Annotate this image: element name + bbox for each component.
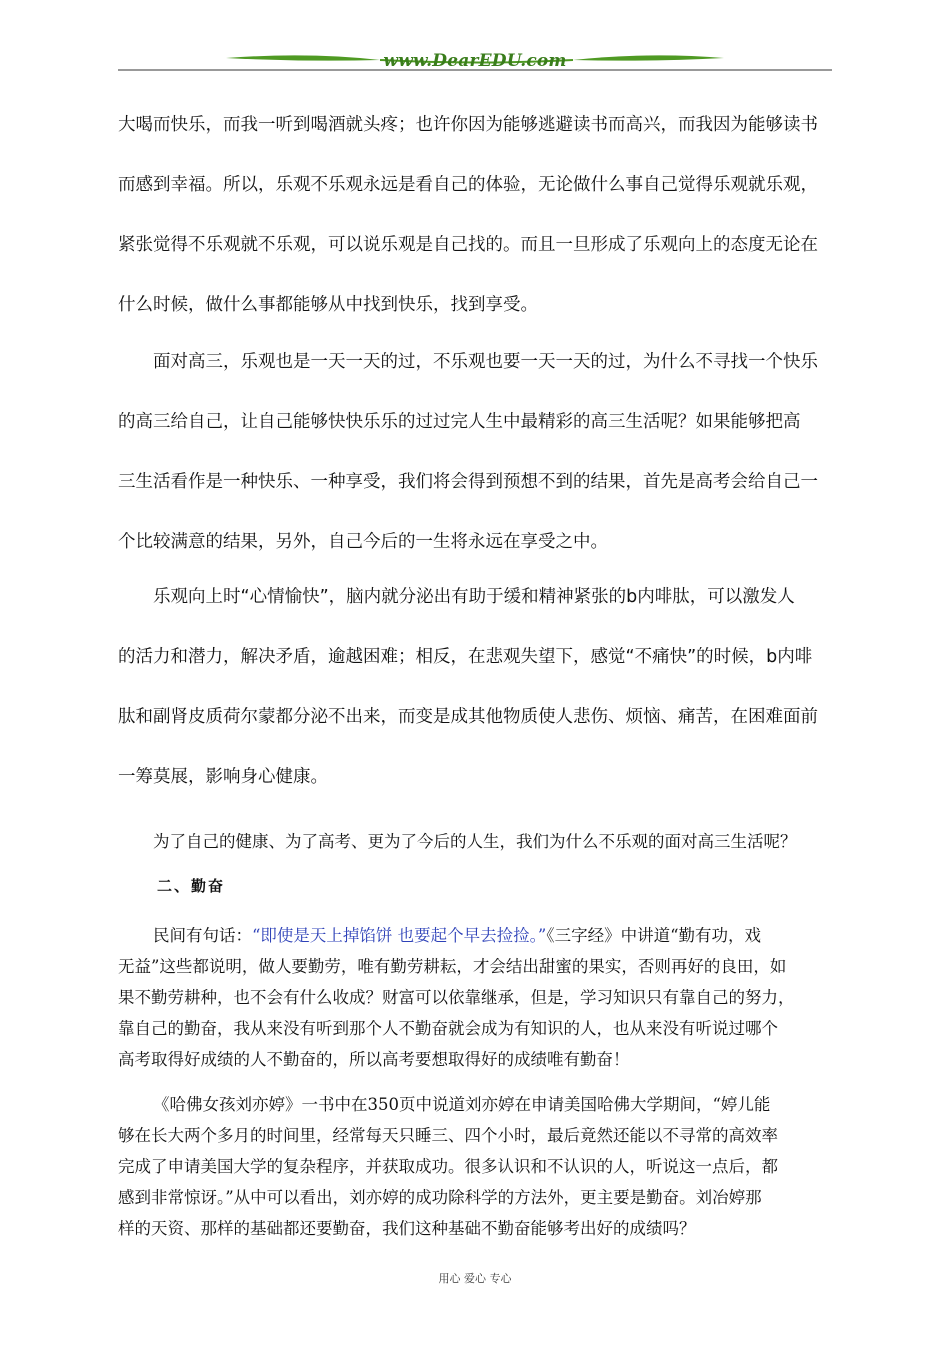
text-line: 什么时候，做什么事都能够从中找到快乐，找到享受。 (118, 295, 538, 315)
proverb-trail: 《三字经》中讲道“勤有功，戏 (546, 926, 762, 945)
text-line: 果不勤劳耕种，也不会有什么收成？财富可以依靠继承，但是，学习知识只有靠自己的努力， (118, 988, 795, 1007)
proverb-lead: 民间有句话： (153, 926, 252, 945)
text-line: 面对高三，乐观也是一天一天的过，不乐观也要一天一天的过，为什么不寻找一个快乐 (153, 352, 818, 372)
text-line: 紧张觉得不乐观就不乐观，可以说乐观是自己找的。而且一旦形成了乐观向上的态度无论在 (118, 235, 818, 255)
text-line: 高考取得好成绩的人不勤奋的，所以高考要想取得好的成绩唯有勤奋！ (118, 1050, 630, 1069)
proverb-quote-link[interactable]: “即使是天上掉馅饼 也要起个早去捡捡。” (252, 926, 547, 945)
section-heading-diligence: 二、勤奋 (157, 877, 226, 895)
paragraph-health-summary (153, 826, 853, 857)
site-url-logo: www.DearEDU.com (383, 51, 567, 71)
paragraph-harvard-girl (118, 1089, 834, 1244)
text-line: 为了自己的健康、为了高考、更为了今后的人生，我们为什么不乐观的面对高三生活呢？ (153, 832, 797, 851)
paragraph-senior-year (118, 332, 834, 572)
text-line: 大喝而快乐，而我一听到喝酒就头疼；也许你因为能够逃避读书而高兴，而我因为能够读书 (118, 115, 818, 135)
text-line: 的活力和潜力，解决矛盾，逾越困难；相反，在悲观失望下，感觉“不痛快”的时候，b内啡 (118, 647, 813, 667)
paragraph-proverb (118, 920, 834, 1075)
text-line (118, 920, 834, 951)
text-line: 肽和副肾皮质荷尔蒙都分泌不出来，而变是成其他物质使人悲伤、烦恼、痛苦，在困难面前 (118, 707, 818, 727)
text-line: 的高三给自己，让自己能够快快乐乐的过过完人生中最精彩的高三生活呢？如果能够把高 (118, 412, 801, 432)
text-line: 完成了申请美国大学的复杂程序，并获取成功。很多认识和不认识的人，听说这一点后，都 (118, 1157, 778, 1176)
text-line: 一筹莫展，影响身心健康。 (118, 767, 328, 787)
site-header (118, 50, 832, 76)
text-line: 个比较满意的结果，另外，自己今后的一生将永远在享受之中。 (118, 532, 608, 552)
text-line: 而感到幸福。所以，乐观不乐观永远是看自己的体验，无论做什么事自己觉得乐观就乐观， (118, 175, 818, 195)
text-line: 《哈佛女孩刘亦婷》一书中在350页中说道刘亦婷在申请美国哈佛大学期间，“婷儿能 (153, 1095, 771, 1114)
paragraph-endorphin (118, 567, 834, 807)
text-line: 样的天资、那样的基础都还要勤奋，我们这种基础不勤奋能够考出好的成绩吗？ (118, 1219, 696, 1238)
text-line: 够在长大两个多月的时间里，经常每天只睡三、四个小时，最后竟然还能以不寻常的高效率 (118, 1126, 778, 1145)
text-line: 三生活看作是一种快乐、一种享受，我们将会得到预想不到的结果，首先是高考会给自己一 (118, 472, 818, 492)
text-line: 感到非常惊讶。”从中可以看出，刘亦婷的成功除科学的方法外，更主要是勤奋。刘冶婷那 (118, 1188, 762, 1207)
text-line: 乐观向上时“心情愉快”，脑内就分泌出有助于缓和精神紧张的b内啡肽，可以激发人 (153, 587, 795, 607)
text-line: 无益”这些都说明，做人要勤劳，唯有勤劳耕耘，才会结出甜蜜的果实，否则再好的良田，如 (118, 957, 787, 976)
text-line: 靠自己的勤奋，我从来没有听到那个人不勤奋就会成为有知识的人，也从来没有听说过哪个 (118, 1019, 778, 1038)
paragraph-optimism-continued (118, 95, 834, 335)
page-footer: 用心 爱心 专心 (438, 1272, 512, 1285)
